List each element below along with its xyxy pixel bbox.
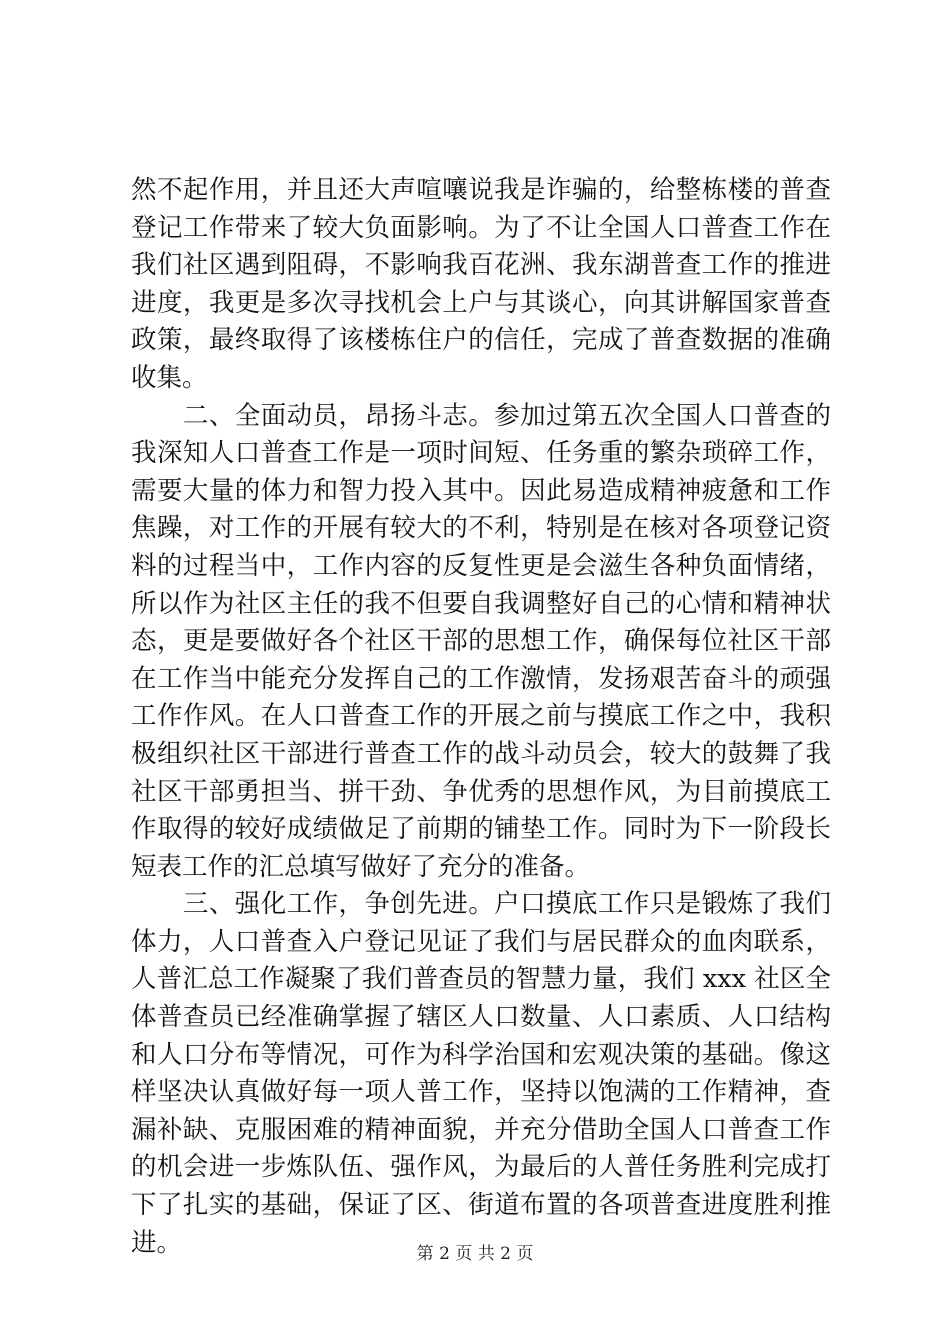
text-line: 料的过程当中，工作内容的反复性更是会滋生各种负面情绪， xyxy=(131,550,831,581)
document-body xyxy=(131,172,831,1262)
text-line: 下了扎实的基础，保证了区、街道布置的各项普查进度胜利推 xyxy=(131,1190,831,1221)
text-line: 所以作为社区主任的我不但要自我调整好自己的心情和精神状 xyxy=(131,588,831,619)
text-line: 登记工作带来了较大负面影响。为了不让全国人口普查工作在 xyxy=(131,212,831,243)
text-line: 然不起作用，并且还大声喧嚷说我是诈骗的，给整栋楼的普查 xyxy=(131,175,831,205)
text-line: 漏补缺、克服困难的精神面貌，并充分借助全国人口普查工作 xyxy=(131,1114,831,1145)
text-line: 态，更是要做好各个社区干部的思想工作，确保每位社区干部 xyxy=(131,626,831,657)
text-line: 的机会进一步炼队伍、强作风，为最后的人普任务胜利完成打 xyxy=(131,1152,831,1183)
text-line: 作取得的较好成绩做足了前期的铺垫工作。同时为下一阶段长 xyxy=(131,814,831,845)
text-line: 进度，我更是多次寻找机会上户与其谈心，向其讲解国家普查 xyxy=(131,287,831,318)
text-line: 极组织社区干部进行普查工作的战斗动员会，较大的鼓舞了我 xyxy=(131,738,831,769)
text-line: 体普查员已经准确掌握了辖区人口数量、人口素质、人口结构 xyxy=(131,1002,831,1033)
text-line: 焦躁，对工作的开展有较大的不利，特别是在核对各项登记资 xyxy=(131,513,831,544)
text-line: 人普汇总工作凝聚了我们普查员的智慧力量，我们 xxx 社区全 xyxy=(131,964,831,995)
text-line: 进。 xyxy=(131,1227,183,1258)
text-line: 收集。 xyxy=(131,362,208,393)
text-line: 二、全面动员，昂扬斗志。参加过第五次全国人口普查的 xyxy=(131,400,831,431)
text-line: 需要大量的体力和智力投入其中。因此易造成精神疲惫和工作 xyxy=(131,475,831,506)
text-line: 社区干部勇担当、拼干劲、争优秀的思想作风，为目前摸底工 xyxy=(131,776,831,807)
text-line: 在工作当中能充分发挥自己的工作激情，发扬艰苦奋斗的顽强 xyxy=(131,663,831,694)
text-line: 和人口分布等情况，可作为科学治国和宏观决策的基础。像这 xyxy=(131,1039,831,1070)
text-line: 三、强化工作，争创先进。户口摸底工作只是锻炼了我们 xyxy=(131,889,831,920)
text-line: 工作作风。在人口普查工作的开展之前与摸底工作之中，我积 xyxy=(131,701,831,732)
text-line: 政策，最终取得了该楼栋住户的信任，完成了普查数据的准确 xyxy=(131,325,831,356)
text-line: 我深知人口普查工作是一项时间短、任务重的繁杂琐碎工作， xyxy=(131,438,831,469)
text-line: 样坚决认真做好每一项人普工作，坚持以饱满的工作精神，查 xyxy=(131,1077,831,1108)
page-footer: 第 2 页 共 2 页 xyxy=(416,1244,534,1264)
text-line: 体力，人口普查入户登记见证了我们与居民群众的血肉联系， xyxy=(131,926,831,957)
text-line: 短表工作的汇总填写做好了充分的准备。 xyxy=(131,851,591,882)
text-line: 我们社区遇到阻碍，不影响我百花洲、我东湖普查工作的推进 xyxy=(131,250,831,281)
